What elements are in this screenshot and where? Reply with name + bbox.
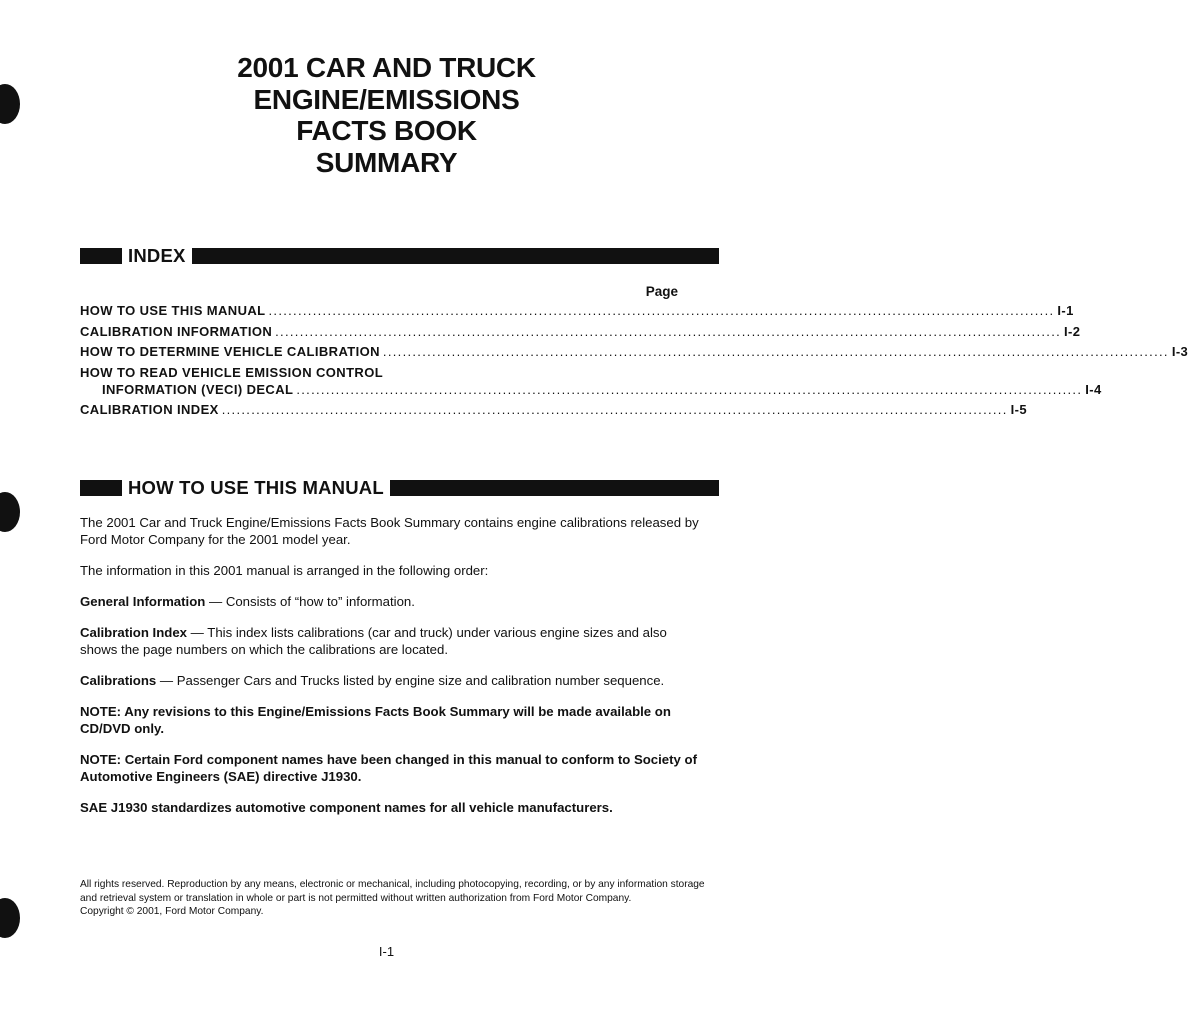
- toc-entry-page: I-1: [1057, 303, 1074, 318]
- toc-entry-page: I-3: [1171, 344, 1188, 359]
- general-info-paragraph: [80, 593, 700, 610]
- binder-hole: [0, 492, 20, 532]
- how-to-section-header: [80, 478, 719, 498]
- order-intro-paragraph: The information in this 2001 manual is arranged in the following order:: [80, 563, 489, 578]
- how-to-heading: HOW TO USE THIS MANUAL: [122, 477, 390, 499]
- toc-entry[interactable]: [80, 381, 1102, 403]
- toc-leader-dots: ................................................................................................................................................................: [268, 303, 1055, 318]
- toc-leader-dots: ................................................................................................................................................................: [221, 402, 1008, 417]
- calibration-index-term: Calibration Index: [80, 625, 187, 640]
- table-of-contents: [80, 303, 1188, 423]
- toc-leader-dots: ................................................................................................................................................................: [382, 344, 1169, 359]
- how-to-body: [80, 514, 700, 830]
- toc-leader-dots: ................................................................................................................................................................: [275, 323, 1062, 339]
- document-title: [0, 52, 773, 178]
- index-heading: INDEX: [122, 245, 192, 267]
- toc-entry-label: HOW TO DETERMINE VEHICLE CALIBRATION: [80, 344, 380, 359]
- toc-entry-label: HOW TO READ VEHICLE EMISSION CONTROL: [80, 364, 384, 380]
- index-section-header: [80, 246, 719, 266]
- toc-entry[interactable]: [80, 303, 1074, 324]
- copyright-line: Copyright © 2001, Ford Motor Company.: [80, 906, 264, 917]
- page-column-header: Page: [645, 284, 678, 299]
- title-line: 2001 CAR AND TRUCK: [237, 52, 536, 83]
- intro-paragraph: The 2001 Car and Truck Engine/Emissions Facts Book Summary contains engine calibrations released by Ford Motor Company for the 2001 model year.: [80, 515, 699, 547]
- calibration-index-desc: — This index lists calibrations (car and truck) under various engine sizes and also shows the page numbers on which the calibrations are located.: [80, 625, 667, 657]
- toc-leader-dots: ................................................................................................................................................................: [296, 381, 1083, 397]
- toc-entry[interactable]: [80, 402, 1027, 423]
- toc-entry-label: INFORMATION (VECI) DECAL: [102, 381, 294, 397]
- general-info-desc: — Consists of “how to” information.: [205, 594, 415, 609]
- binder-hole: [0, 898, 20, 938]
- note-component-names: NOTE: Certain Ford component names have been changed in this manual to conform to Society of Automotive Engineers (SAE) directive J1930.: [80, 752, 697, 784]
- toc-entry-label: HOW TO USE THIS MANUAL: [80, 303, 266, 318]
- toc-entry-page: I-2: [1064, 323, 1081, 339]
- toc-entry-page: I-4: [1085, 381, 1102, 397]
- copyright-notice: [80, 878, 710, 919]
- header-bar-right: [192, 248, 719, 264]
- toc-entry-line1[interactable]: [80, 365, 678, 382]
- toc-entry[interactable]: [80, 323, 1081, 345]
- toc-entry-page: I-5: [1010, 402, 1027, 417]
- toc-entry-label: CALIBRATION INDEX: [80, 402, 219, 417]
- title-line: FACTS BOOK: [296, 115, 477, 146]
- header-bar-right: [390, 480, 719, 496]
- sae-statement: SAE J1930 standardizes automotive component names for all vehicle manufacturers.: [80, 800, 613, 815]
- page-number: I-1: [378, 944, 395, 959]
- title-line: ENGINE/EMISSIONS: [253, 83, 520, 115]
- header-bar-left: [80, 480, 122, 496]
- title-line: SUMMARY: [315, 146, 458, 178]
- header-bar-left: [80, 248, 122, 264]
- toc-entry-label: CALIBRATION INFORMATION: [80, 323, 273, 339]
- calibrations-paragraph: [80, 672, 700, 689]
- calibrations-term: Calibrations: [80, 673, 157, 688]
- calibrations-desc: — Passenger Cars and Trucks listed by engine size and calibration number sequence.: [156, 673, 665, 688]
- toc-entry[interactable]: [80, 344, 1188, 365]
- calibration-index-paragraph: [80, 624, 700, 658]
- general-info-term: General Information: [80, 594, 206, 609]
- copyright-text: All rights reserved. Reproduction by any means, electronic or mechanical, including photocopying, recording, or by any information storage and retrieval system or translation in whole or part is not permitted without written authorization from Ford Motor Company.: [80, 879, 705, 904]
- note-revisions: NOTE: Any revisions to this Engine/Emissions Facts Book Summary will be made available on CD/DVD only.: [80, 704, 671, 736]
